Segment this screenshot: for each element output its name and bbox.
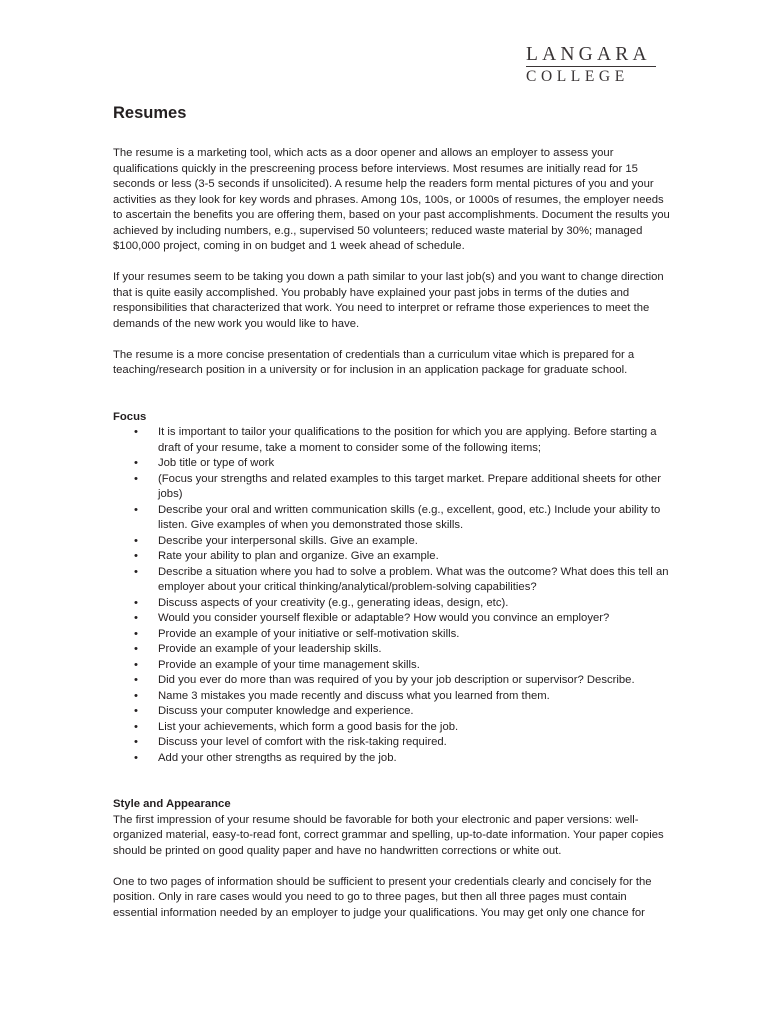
focus-heading: Focus xyxy=(113,410,147,423)
bullet-icon: • xyxy=(134,612,138,624)
list-item: • Discuss aspects of your creativity (e.g., generating ideas, design, etc). xyxy=(113,596,673,612)
list-item: • Describe your oral and written communication skills (e.g., excellent, good, etc.) Include your ability to listen. Give examples of when you demonstrated those skills. xyxy=(134,503,661,531)
list-item: • It is important to tailor your qualifications to the position for which you are applying. Before starting a draft of your resume, take a moment to consider some of the following items; xyxy=(134,426,657,454)
bullet-icon: • xyxy=(134,472,138,485)
intro-paragraph-2: If your resumes seem to be taking you down a path similar to your last job(s) and you want to change direction that is quite easily accomplished. You probably have explained your past jobs in terms of the duties and responsibilities that characterized that work. You need to interpret or reframe those experiences to meet the demands of the new work you would like to have. xyxy=(113,271,664,330)
bullet-icon: • xyxy=(134,720,138,733)
logo-line-2: COLLEGE xyxy=(526,68,629,85)
list-item: • Did you ever do more than was required of you by your job description or supervisor? Describe. xyxy=(113,673,673,689)
bullet-icon: • xyxy=(134,658,138,671)
list-item: • Job title or type of work xyxy=(113,456,673,472)
style-paragraph-1: The first impression of your resume should be favorable for both your electronic and paper versions: well-organized material, easy-to-read font, correct grammar and spelling, up-to-date information. Your paper copies should be printed on good quality paper and have no handwritten corrections or white out. xyxy=(113,813,664,857)
list-item: • Discuss your level of comfort with the risk-taking required. xyxy=(113,735,673,751)
style-paragraph-2: One to two pages of information should be sufficient to present your credentials clearly and concisely for the position. Only in rare cases would you need to go to three pages, but then all three pages must contain essential information needed by an employer to judge your qualifications. You may get only one chance for xyxy=(113,875,652,919)
list-item: • Discuss your computer knowledge and experience. xyxy=(113,704,673,720)
list-item: • Provide an example of your time management skills. xyxy=(113,658,673,674)
bullet-icon: • xyxy=(134,674,138,686)
bullet-icon: • xyxy=(134,689,138,702)
bullet-icon: • xyxy=(134,596,138,609)
bullet-icon: • xyxy=(134,534,138,547)
page-title: Resumes xyxy=(113,104,187,122)
bullet-icon: • xyxy=(134,457,138,469)
bullet-icon: • xyxy=(134,751,138,764)
document-body xyxy=(113,146,673,937)
bullet-icon: • xyxy=(134,550,138,562)
langara-college-logo xyxy=(526,44,658,85)
list-item: • List your achievements, which form a good basis for the job. xyxy=(113,720,673,736)
list-item: • Provide an example of your initiative or self-motivation skills. xyxy=(113,627,673,643)
bullet-icon: • xyxy=(134,643,138,655)
focus-list xyxy=(113,425,673,766)
list-item: • Provide an example of your leadership skills. xyxy=(113,642,673,658)
bullet-icon: • xyxy=(134,705,138,717)
bullet-icon: • xyxy=(134,627,138,640)
list-item: • Describe your interpersonal skills. Give an example. xyxy=(113,534,673,550)
list-item: • Add your other strengths as required by the job. xyxy=(113,751,673,767)
section-spacer xyxy=(113,766,673,782)
list-item: • Name 3 mistakes you made recently and discuss what you learned from them. xyxy=(113,689,673,705)
style-heading: Style and Appearance xyxy=(113,798,231,810)
bullet-icon: • xyxy=(134,503,138,516)
list-item: • Would you consider yourself flexible or adaptable? How would you convince an employer? xyxy=(113,611,673,627)
bullet-icon: • xyxy=(134,565,138,578)
bullet-icon: • xyxy=(134,426,138,438)
list-item: • (Focus your strengths and related examples to this target market. Prepare additional sheets for other jobs) xyxy=(134,472,661,500)
intro-paragraph-1: The resume is a marketing tool, which acts as a door opener and allows an employer to assess your qualifications quickly in the prescreening process before interviews. Most resumes are initially read for 15 seconds or less (3-5 seconds if unsolicited). A resume help the readers form mental pictures of you and your activities as they look for key words and phrases. Among 10s, 100s, or 1000s of resumes, the employer needs to ascertain the benefits you are offering them, based on your past accomplishments. Document the results you achieved by including numbers, e.g., supervised 50 volunteers; reduced waste material by 30%; managed $100,000 project, coming in on budget and 1 week ahead of schedule. xyxy=(113,147,670,252)
section-spacer xyxy=(113,782,673,798)
logo-divider xyxy=(526,66,656,67)
intro-paragraph-3: The resume is a more concise presentation of credentials than a curriculum vitae which is prepared for a teaching/research position in a university or for inclusion in an application package for graduate school. xyxy=(113,348,635,376)
list-item: • Describe a situation where you had to solve a problem. What was the outcome? What does this tell an employer about your critical thinking/analytical/problem-solving capabilities? xyxy=(134,565,669,593)
bullet-icon: • xyxy=(134,736,138,748)
logo-line-1: LANGARA xyxy=(526,44,651,65)
section-spacer xyxy=(113,394,673,410)
list-item: • Rate your ability to plan and organize. Give an example. xyxy=(113,549,673,565)
